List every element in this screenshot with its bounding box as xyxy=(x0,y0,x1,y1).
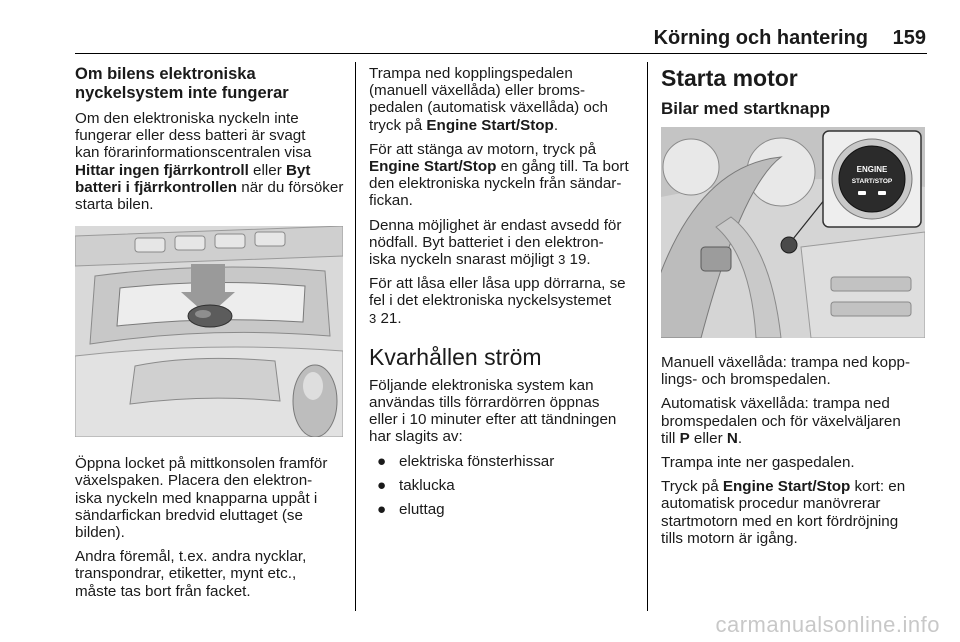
console-key-pocket-illustration xyxy=(75,226,343,437)
page-reference-icon: 3 xyxy=(369,310,377,326)
paragraph-press-start: Tryck på Engine Start/Stop kort: en automatisk procedur manövrerar startmotorn med en kort fördröjning tills motorn är igång. xyxy=(661,478,906,547)
paragraph-remove-objects: Andra föremål, t.ex. andra nycklar, transpondrar, etiketter, mynt etc., måste tas bort från facket. xyxy=(75,548,307,600)
column-3 xyxy=(661,65,927,554)
button-label-engine: ENGINE xyxy=(856,165,888,174)
paragraph-emergency: Denna möjlighet är endast avsedd för nödfall. Byt batteriet i den elektron- iska nyckeln snarast möjligt 3 19. xyxy=(369,216,622,269)
paragraph-lock-doors: För att låsa eller låsa upp dörrarna, se fel i det elektroniska nyckelsystemet 3 21. xyxy=(369,275,626,327)
bullet-icon: ● xyxy=(377,476,387,494)
header-rule xyxy=(75,53,927,54)
paragraph-open-lid: Öppna locket på mittkonsolen framför växelspaken. Placera den elektron- iska nyckeln med knapparna uppåt i sändarfickan bredvid eluttaget (se bilden). xyxy=(75,455,328,542)
column-divider-1 xyxy=(355,62,356,611)
paragraph-stop-engine: För att stänga av motorn, tryck på Engine Start/Stop en gång till. Ta bort den elektroniska nyckeln från sändar- fickan. xyxy=(369,140,629,210)
watermark: carmanualsonline.info xyxy=(715,612,940,637)
paragraph-manual-gearbox: Manuell växellåda: trampa ned kopp- lings- och bromspedalen. xyxy=(661,354,911,389)
section-heading-retained-power: Kvarhållen ström xyxy=(369,343,542,370)
column-2 xyxy=(369,65,635,525)
bullet-icon: ● xyxy=(377,452,387,470)
list-item: ● elektriska fönsterhissar xyxy=(377,452,555,470)
list-item: ● eluttag xyxy=(377,501,445,519)
start-button-illustration xyxy=(661,127,925,338)
section-heading-start-engine: Starta motor xyxy=(661,65,798,91)
button-label-start-stop: START/STOP xyxy=(851,178,893,185)
column-1 xyxy=(75,65,343,607)
page-reference-icon: 3 xyxy=(558,252,566,268)
paragraph-retained-power: Följande elektroniska system kan användas tills förrardörren öppnas eller i 10 minuter efter att tändningen har slagits av: xyxy=(369,376,617,446)
list-item: ● taklucka xyxy=(377,476,455,494)
paragraph-key-failure-message: Om den elektroniska nyckeln inte fungerar eller dess batteri är svagt kan förarinformationscentralen visa Hittar ingen fjärrkontroll eller Byt batteri i fjärrkontrollen när du försöker starta bilen. xyxy=(75,110,344,214)
column-divider-2 xyxy=(647,62,648,611)
running-header-title: Körning och hantering xyxy=(653,27,868,49)
subheading-start-button: Bilar med startknapp xyxy=(661,99,831,118)
page-number: 159 xyxy=(892,27,926,49)
paragraph-press-pedal: Trampa ned kopplingspedalen (manuell växellåda) eller broms- pedalen (automatisk växellåda) och tryck på Engine Start/Stop. xyxy=(369,65,608,134)
paragraph-no-accelerator: Trampa inte ner gaspedalen. xyxy=(661,454,855,472)
paragraph-automatic-gearbox: Automatisk växellåda: trampa ned bromspedalen och för växelväljaren till P eller N. xyxy=(661,395,901,447)
section-heading-key-failure: Om bilens elektroniska nyckelsystem inte fungerar xyxy=(75,65,289,102)
bullet-icon: ● xyxy=(377,501,387,519)
